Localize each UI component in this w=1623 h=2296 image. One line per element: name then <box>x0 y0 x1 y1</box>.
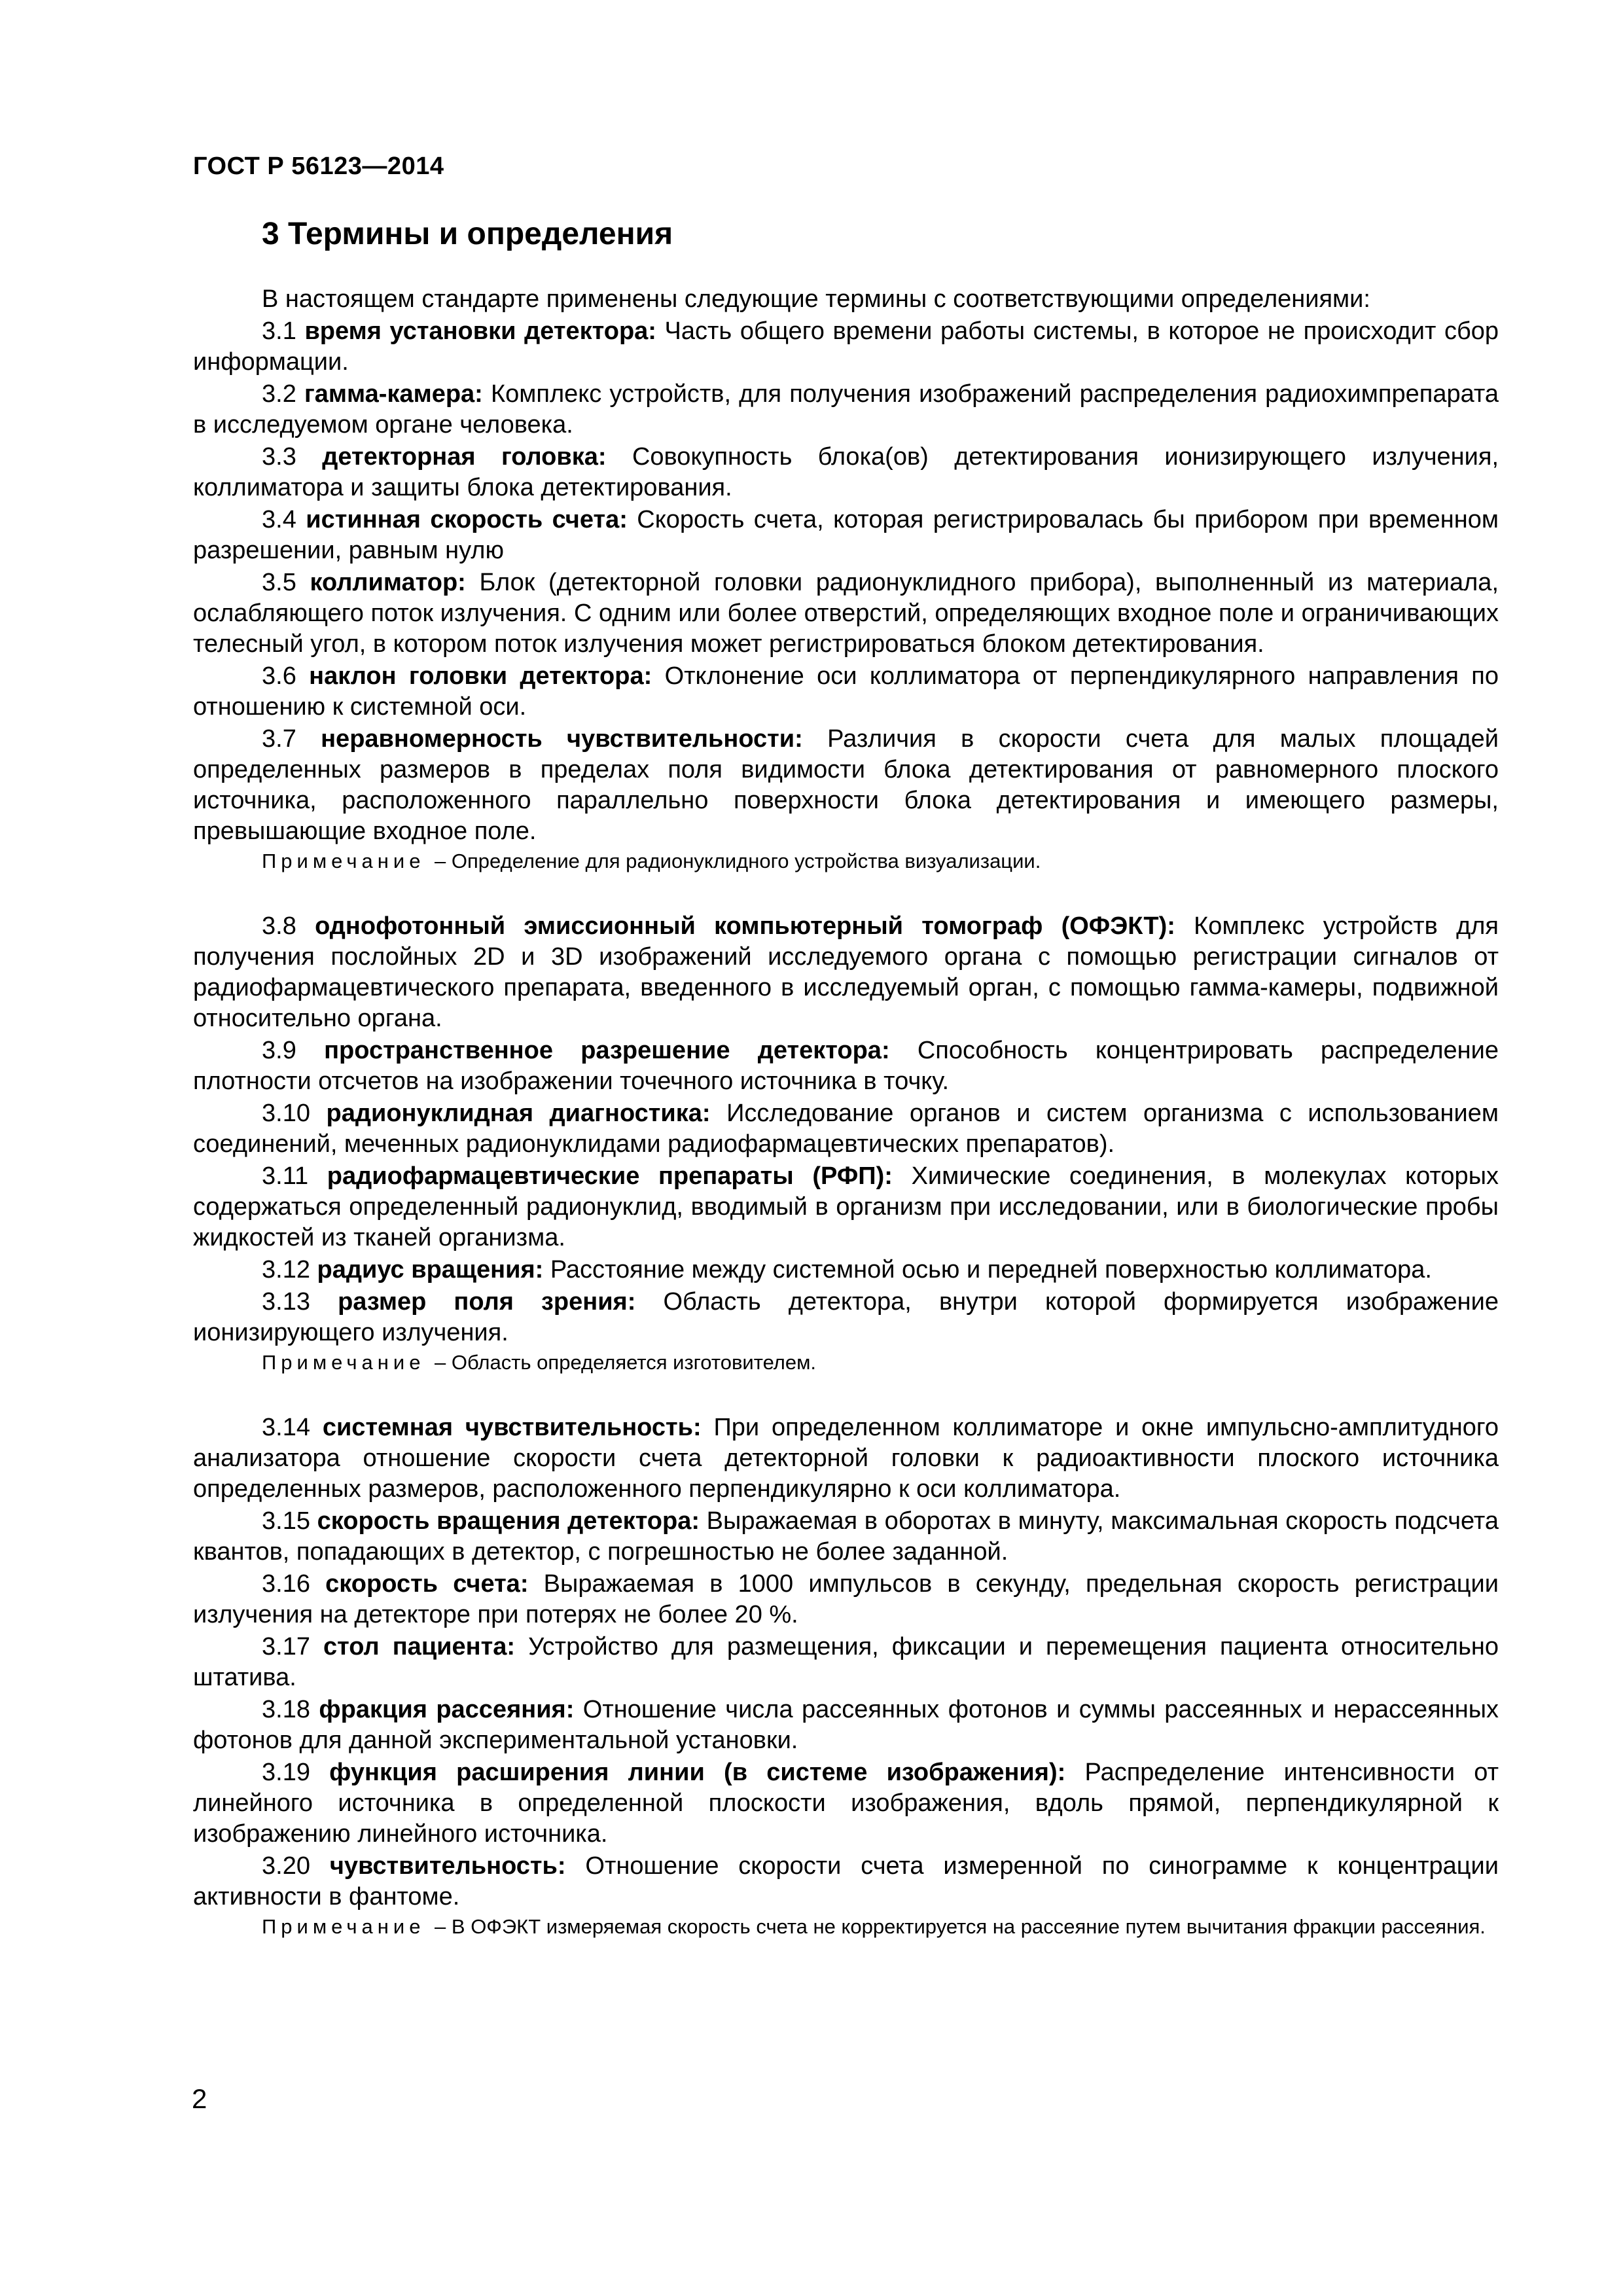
term-name: пространственное разрешение детектора: <box>324 1037 890 1064</box>
term-definition: Химические соединения, в молекулах которых содержаться определенный радионуклид, вводимый в организм при исследовании, или в биологические пробы жидкостей из тканей организма. <box>193 1162 1499 1251</box>
term-name: радиус вращения: <box>317 1256 544 1283</box>
term-3-17 <box>193 1632 1499 1693</box>
term-3-2 <box>193 379 1499 440</box>
term-3-6 <box>193 661 1499 723</box>
term-name: радиофармацевтические препараты (РФП): <box>327 1162 893 1190</box>
note-text: – В ОФЭКТ измеряемая скорость счета не корректируется на рассеяние путем вычитания фракции рассеяния. <box>429 1915 1486 1938</box>
term-name: системная чувствительность: <box>322 1414 702 1441</box>
term-name: время установки детектора: <box>304 317 656 345</box>
term-number: 3.6 <box>262 662 296 690</box>
note-3-20 <box>193 1914 1499 1940</box>
term-name: детекторная головка: <box>322 443 607 471</box>
term-name: истинная скорость счета: <box>306 506 628 533</box>
term-definition: Способность концентрировать распределение плотности отсчетов на изображении точечного источника в точку. <box>193 1037 1499 1095</box>
term-number: 3.5 <box>262 569 296 596</box>
term-number: 3.4 <box>262 506 296 533</box>
term-3-9 <box>193 1035 1499 1097</box>
section-body <box>193 284 1499 1941</box>
term-name: размер поля зрения: <box>338 1288 636 1316</box>
term-3-10 <box>193 1098 1499 1160</box>
term-name: скорость вращения детектора: <box>317 1507 700 1535</box>
term-name: неравномерность чувствительности: <box>321 725 803 753</box>
term-number: 3.18 <box>262 1696 310 1723</box>
term-3-4 <box>193 505 1499 566</box>
term-definition: Выражаемая в оборотах в минуту, максимальная скорость подсчета квантов, попадающих в детектор, с погрешностью не более заданной. <box>193 1507 1499 1566</box>
term-number: 3.20 <box>262 1852 310 1880</box>
term-definition: Различия в скорости счета для малых площадей определенных размеров в пределах поля видимости блока детектирования от равномерного плоского источника, расположенного параллельно поверхности блока детектирования и имеющего размеры, превышающие входное поле. <box>193 725 1499 845</box>
term-definition: Распределение интенсивности от линейного источника в определенной плоскости изображения, вдоль прямой, перпендикулярной к изображению линейного источника. <box>193 1759 1499 1848</box>
term-name: однофотонный эмиссионный компьютерный томограф (ОФЭКТ): <box>315 912 1175 940</box>
term-3-8 <box>193 911 1499 1034</box>
term-number: 3.2 <box>262 380 296 408</box>
term-definition: Совокупность блока(ов) детектирования ионизирующего излучения, коллиматора и защиты блока детектирования. <box>193 443 1499 501</box>
term-name: скорость счета: <box>325 1570 529 1598</box>
term-definition: Блок (детекторной головки радионуклидного прибора), выполненный из материала, ослабляющего поток излучения. С одним или более отверстий, определяющих входное поле и ограничивающих телесный угол, в котором поток излучения может регистрироваться блоком детектирования. <box>193 569 1499 658</box>
spacer <box>193 1377 1499 1412</box>
term-number: 3.13 <box>262 1288 310 1316</box>
term-number: 3.10 <box>262 1100 310 1127</box>
term-3-7 <box>193 724 1499 847</box>
term-name: фракция рассеяния: <box>319 1696 575 1723</box>
note-label: Примечание <box>262 850 425 872</box>
term-definition: Отношение числа рассеянных фотонов и суммы рассеянных и нерассеянных фотонов для данной экспериментальной установки. <box>193 1696 1499 1754</box>
term-number: 3.15 <box>262 1507 310 1535</box>
term-definition: При определенном коллиматоре и окне импульсно-амплитудного анализатора отношение скорости счета детекторной головки к радиоактивности плоского источника определенных размеров, расположенного перпендикулярно к оси коллиматора. <box>193 1414 1499 1503</box>
term-number: 3.16 <box>262 1570 310 1598</box>
term-number: 3.9 <box>262 1037 296 1064</box>
term-3-15 <box>193 1506 1499 1568</box>
term-3-18 <box>193 1695 1499 1756</box>
term-definition: Область детектора, внутри которой формируется изображение ионизирующего излучения. <box>193 1288 1499 1346</box>
term-definition: Выражаемая в 1000 импульсов в секунду, предельная скорость регистрации излучения на детекторе при потерях не более 20 %. <box>193 1570 1499 1628</box>
term-number: 3.7 <box>262 725 296 753</box>
term-definition: Комплекс устройств, для получения изображений распределения радиохимпрепарата в исследуемом органе человека. <box>193 380 1499 439</box>
term-3-19 <box>193 1757 1499 1850</box>
note-label: Примечание <box>262 1915 425 1938</box>
term-definition: Отношение скорости счета измеренной по синограмме к концентрации активности в фантоме. <box>193 1852 1499 1910</box>
term-3-1 <box>193 316 1499 378</box>
term-definition: Скорость счета, которая регистрировалась бы прибором при временном разрешении, равным нулю <box>193 506 1499 564</box>
term-name: наклон головки детектора: <box>309 662 652 690</box>
term-definition: Расстояние между системной осью и передней поверхностью коллиматора. <box>543 1256 1432 1283</box>
term-number: 3.1 <box>262 317 296 345</box>
document-header: ГОСТ Р 56123—2014 <box>193 152 444 180</box>
term-number: 3.17 <box>262 1633 310 1660</box>
term-definition: Отклонение оси коллиматора от перпендикулярного направления по отношению к системной оси. <box>193 662 1499 721</box>
term-3-20 <box>193 1851 1499 1912</box>
term-number: 3.14 <box>262 1414 310 1441</box>
note-label: Примечание <box>262 1351 425 1374</box>
term-3-16 <box>193 1569 1499 1630</box>
term-3-5 <box>193 567 1499 660</box>
note-text: – Область определяется изготовителем. <box>429 1351 817 1374</box>
term-number: 3.11 <box>262 1162 309 1190</box>
term-name: радионуклидная диагностика: <box>326 1100 711 1127</box>
term-name: чувствительность: <box>329 1852 566 1880</box>
term-definition: Комплекс устройств для получения послойных 2D и 3D изображений исследуемого органа с помощью регистрации сигналов от радиофармацевтического препарата, введенного в исследуемый орган, с помощью гамма-камеры, подвижной относительно органа. <box>193 912 1499 1032</box>
term-number: 3.12 <box>262 1256 310 1283</box>
term-definition: Исследование органов и систем организма с использованием соединений, меченных радионуклидами радиофармацевтических препаратов). <box>193 1100 1499 1158</box>
term-3-11 <box>193 1161 1499 1253</box>
term-3-13 <box>193 1287 1499 1348</box>
note-3-13 <box>193 1350 1499 1376</box>
spacer <box>193 876 1499 911</box>
section-title: 3 Термины и определения <box>262 217 673 251</box>
term-number: 3.19 <box>262 1759 310 1786</box>
term-3-14 <box>193 1412 1499 1505</box>
term-3-12 <box>193 1255 1499 1285</box>
term-number: 3.3 <box>262 443 296 471</box>
term-name: стол пациента: <box>323 1633 516 1660</box>
intro-paragraph: В настоящем стандарте применены следующие термины с соответствующими определениями: <box>262 285 1370 313</box>
page-number: 2 <box>192 2083 207 2114</box>
note-3-7 <box>193 848 1499 874</box>
note-text: – Определение для радионуклидного устройства визуализации. <box>429 850 1041 872</box>
term-3-3 <box>193 442 1499 503</box>
term-name: коллиматор: <box>310 569 466 596</box>
term-number: 3.8 <box>262 912 296 940</box>
term-name: функция расширения линии (в системе изображения): <box>329 1759 1066 1786</box>
term-definition: Часть общего времени работы системы, в которое не происходит сбор информации. <box>193 317 1499 376</box>
term-definition: Устройство для размещения, фиксации и перемещения пациента относительно штатива. <box>193 1633 1499 1691</box>
term-name: гамма-камера: <box>304 380 483 408</box>
